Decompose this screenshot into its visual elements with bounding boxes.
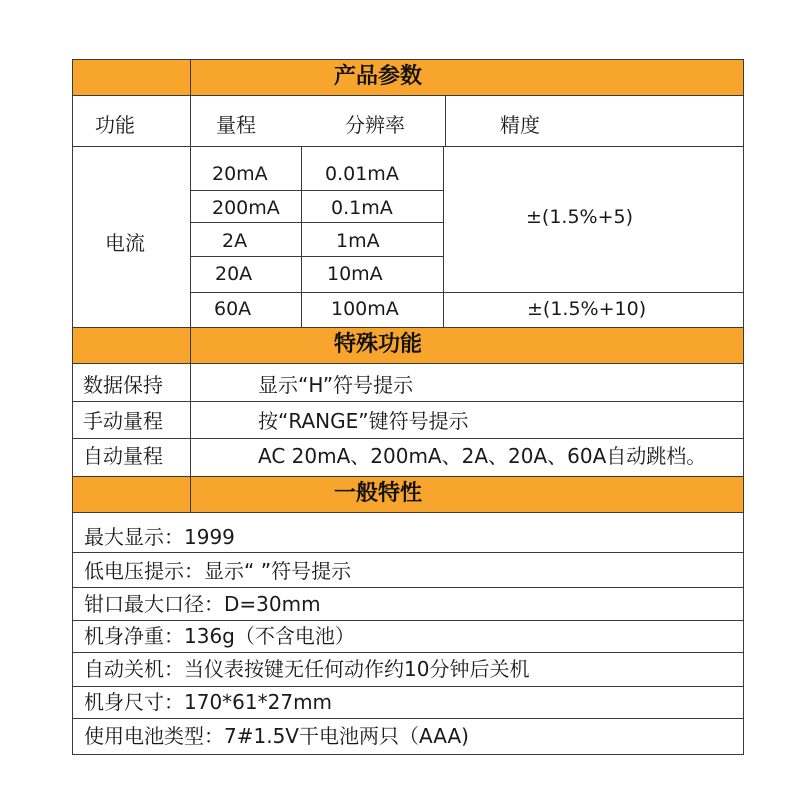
col-function: 功能 — [95, 113, 135, 137]
special-name: 手动量程 — [83, 409, 163, 433]
spec-table — [72, 59, 744, 755]
general-header: 一般特性 — [334, 481, 423, 506]
resolution-cell: 0.1mA — [331, 197, 393, 219]
accuracy-60a: ±(1.5%+10) — [527, 298, 647, 320]
general-item: 低电压提示：显示“ ”符号提示 — [84, 559, 352, 583]
general-item: 自动关机：当仪表按键无任何动作约10分钟后关机 — [84, 657, 530, 681]
special-name: 自动量程 — [83, 444, 163, 468]
special-desc: 按“RANGE”键符号提示 — [258, 409, 469, 433]
general-item: 机身净重：136g（不含电池） — [84, 624, 355, 648]
range-cell: 20mA — [212, 163, 268, 185]
params-header: 产品参数 — [334, 64, 423, 89]
col-range: 量程 — [216, 113, 256, 137]
general-item: 钳口最大口径：D=30mm — [84, 592, 321, 616]
special-name: 数据保持 — [83, 373, 163, 397]
resolution-cell: 0.01mA — [325, 163, 399, 185]
col-accuracy: 精度 — [500, 113, 540, 137]
general-item: 最大显示：1999 — [84, 525, 235, 549]
special-desc: AC 20mA、200mA、2A、20A、60A自动跳档。 — [258, 444, 707, 468]
general-item: 使用电池类型：7#1.5V干电池两只（AAA) — [84, 724, 469, 748]
accuracy-main: ±(1.5%+5) — [526, 206, 634, 228]
range-cell: 60A — [214, 298, 252, 320]
resolution-cell: 100mA — [331, 298, 399, 320]
col-resolution: 分辨率 — [345, 113, 405, 137]
range-cell: 2A — [222, 230, 248, 252]
resolution-cell: 1mA — [336, 230, 380, 252]
resolution-cell: 10mA — [327, 263, 383, 285]
range-cell: 20A — [215, 263, 253, 285]
general-item: 机身尺寸：170*61*27mm — [84, 690, 333, 714]
special-desc: 显示“H”符号提示 — [258, 373, 414, 397]
current-label: 电流 — [105, 231, 145, 255]
range-cell: 200mA — [212, 197, 280, 219]
special-header: 特殊功能 — [334, 332, 423, 357]
